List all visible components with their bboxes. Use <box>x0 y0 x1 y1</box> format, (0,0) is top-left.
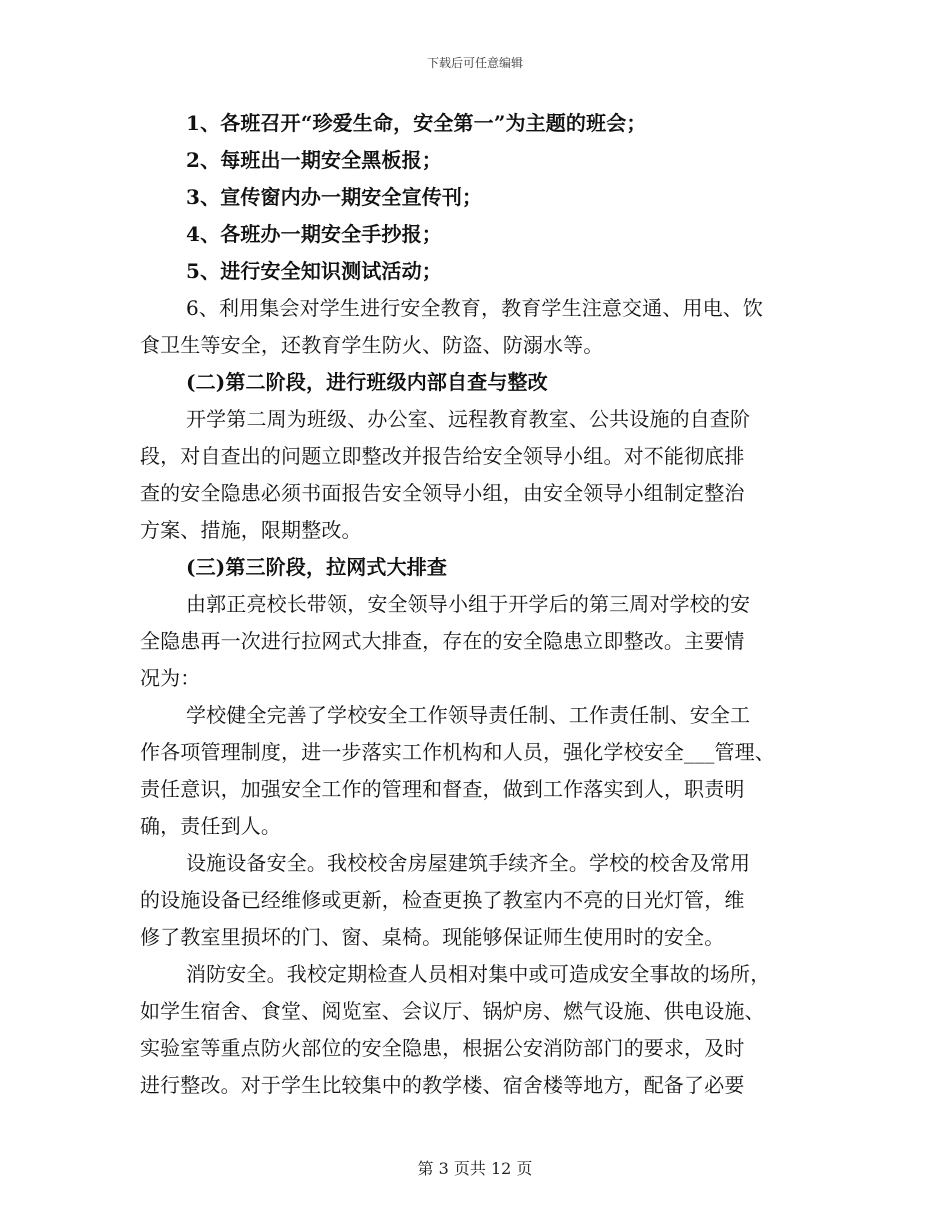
list-item-5: 5、进行安全知识测试活动； <box>186 259 442 283</box>
list-item-3: 3、宣传窗内办一期安全宣传刊； <box>186 185 483 209</box>
paragraph-1-line-2: 作各项管理制度，进一步落实工作机构和人员，强化学校安全___管理、 <box>140 740 775 764</box>
document-body <box>140 105 820 1104</box>
paragraph-3-line-3: 实验室等重点防火部位的安全隐患，根据公安消防部门的要求，及时 <box>140 1036 745 1060</box>
list-item-2: 2、每班出一期安全黑板报； <box>186 148 442 172</box>
paragraph-3-line-2: 如学生宿舍、食堂、阅览室、会议厅、锅炉房、燃气设施、供电设施、 <box>140 999 765 1023</box>
section-2-line-3: 查的安全隐患必须书面报告安全领导小组，由安全领导小组制定整治 <box>140 481 745 505</box>
paragraph-1-line-3: 责任意识，加强安全工作的管理和督查，做到工作落实到人，职责明 <box>140 777 745 801</box>
section-3-line-1: 由郭正亮校长带领，安全领导小组于开学后的第三周对学校的安 <box>186 592 751 616</box>
list-item-1: 1、各班召开“珍爱生命，安全第一”为主题的班会； <box>186 111 647 135</box>
paragraph-3-line-1: 消防安全。我校定期检查人员相对集中或可造成安全事故的场所， <box>186 962 771 986</box>
page-footer: 第 3 页共 12 页 <box>417 1159 533 1178</box>
paragraph-3-line-4: 进行整改。对于学生比较集中的教学楼、宿舍楼等地方，配备了必要 <box>140 1073 745 1097</box>
section-2-line-1: 开学第二周为班级、办公室、远程教育教室、公共设施的自查阶 <box>186 407 751 431</box>
paragraph-2-line-3: 修了教室里损坏的门、窗、桌椅。现能够保证师生使用时的安全。 <box>140 925 725 949</box>
section-2-line-4: 方案、措施，限期整改。 <box>140 518 362 542</box>
list-item-6-line-2: 食卫生等安全，还教育学生防火、防盗、防溺水等。 <box>140 333 604 357</box>
paragraph-1-line-4: 确，责任到人。 <box>140 814 282 838</box>
list-item-6-line-1: 6、利用集会对学生进行安全教育，教育学生注意交通、用电、饮 <box>186 296 764 320</box>
page-header: 下载后可任意编辑 <box>426 56 523 70</box>
paragraph-1-line-1: 学校健全完善了学校安全工作领导责任制、工作责任制、安全工 <box>186 703 751 727</box>
list-item-4: 4、各班办一期安全手抄报； <box>186 222 442 246</box>
section-3-line-2: 全隐患再一次进行拉网式大排查，存在的安全隐患立即整改。主要情 <box>140 629 745 653</box>
paragraph-2-line-2: 的设施设备已经维修或更新，检查更换了教室内不亮的日光灯管，维 <box>140 888 745 912</box>
section-3-title: (三)第三阶段，拉网式大排查 <box>186 555 448 579</box>
paragraph-2-line-1: 设施设备安全。我校校舍房屋建筑手续齐全。学校的校舍及常用 <box>186 851 751 875</box>
section-2-line-2: 段，对自查出的问题立即整改并报告给安全领导小组。对不能彻底排 <box>140 444 745 468</box>
section-3-line-3: 况为： <box>140 666 201 690</box>
section-2-title: (二)第二阶段，进行班级内部自查与整改 <box>186 370 548 394</box>
